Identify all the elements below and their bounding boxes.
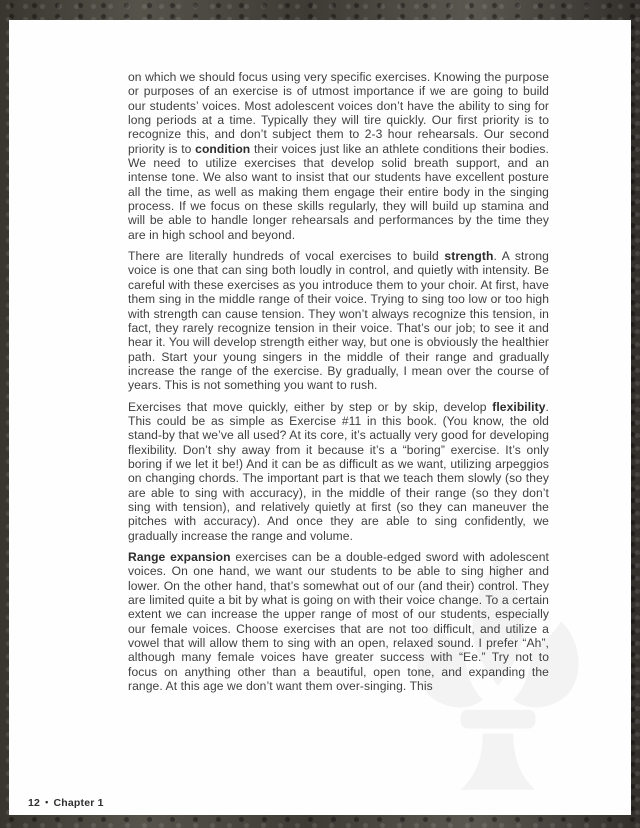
bold-term-strength: strength bbox=[444, 249, 494, 264]
chapter-label: Chapter 1 bbox=[53, 797, 104, 809]
bold-term-range-expansion: Range expansion bbox=[128, 550, 231, 564]
paragraph-text: their voices just like an athlete conditions their bodies. We need to utilize exercises that develop solid breath support, and an intense tone. We also want to insist that our students have excellent posture all the time, as well as making them engage their entire body in the singing process. If we focus on these skills regularly, they will build up stamina and will be able to handle longer rehearsals and performances by the time they are in high school and beyond. bbox=[128, 141, 549, 242]
paragraph-text: . This could be as simple as Exercise #11 in this book. (You know, the old stand-by that we’ve all used? At its core, it’s actually very good for developing flexibility. Don’t shy away from it because it’s a “boring” exercise. It’s only boring if we let it be!) And it can be as difficult as we want, utilizing arpeggios on changing chords. The important part is that we teach them slowly (so they are able to sing with accuracy), in the middle of their range (so they don’t sing with tension), and relatively quietly at first (so they can maneuver the pitches with accuracy). And once they are able to sing confidently, we gradually increase the range and volume. bbox=[128, 399, 549, 543]
page-number: 12 bbox=[28, 797, 41, 809]
paragraph-text: There are literally hundreds of vocal exercises to build bbox=[128, 249, 445, 264]
paragraph-text: . A strong voice is one that can sing both loudly in control, and quietly with intensity. Be careful with these exercises as you introduce them to your choir. At first, have them sing in the middle range of their voice. Trying to sing too low or too high with strength can cause tension. They won’t always recognize this tension, in fact, they rarely recognize tension in their voice. That’s our job; to see it and hear it. You will develop strength either way, but one is obviously the healthier path. Start your young singers in the middle of their range and gradually increase the range of the exercise. By gradually, I mean over the course of years. This is not something you want to rush. bbox=[128, 249, 549, 393]
body-text-column bbox=[128, 70, 549, 700]
paragraph-text: Exercises that move quickly, either by step or by skip, develop bbox=[128, 399, 493, 414]
paragraph-flexibility bbox=[128, 400, 549, 543]
paragraph-text: exercises can be a double-edged sword with adolescent voices. On one hand, we want our students to be able to sing higher and lower. On the other hand, that’s somewhat out of our (and their) control. They are limited quite a bit by what is going on with their voice change. To a certain extent we can increase the upper range of most of our students, especially our female voices. Choose exercises that are not too difficult, and utilize a vowel that will allow them to sing with an open, relaxed sound. I prefer “Ah”, although many female voices have greater success with “Ee.” Try not to focus on anything other than a beautiful, open tone, and expanding the range. At this age we don’t want them over-singing. This bbox=[128, 550, 549, 694]
book-page bbox=[9, 20, 631, 815]
bold-term-flexibility: flexibility bbox=[492, 399, 546, 414]
footer-separator: • bbox=[45, 797, 49, 807]
paragraph-strength bbox=[128, 249, 549, 392]
paragraph-text: on which we should focus using very specific exercises. Knowing the purpose or purposes of an exercise is of utmost importance if we are going to build our students’ voices. Most adolescent voices don’t have the ability to sing for long periods at a time. Typically they will tire quickly. Our first priority is to recognize this, and don’t subject them to 2-3 hour rehearsals. Our second priority is to bbox=[128, 70, 549, 156]
paragraph-condition bbox=[128, 70, 549, 242]
bold-term-condition: condition bbox=[195, 141, 251, 156]
page-footer bbox=[28, 797, 104, 809]
paragraph-range-expansion bbox=[128, 550, 549, 693]
